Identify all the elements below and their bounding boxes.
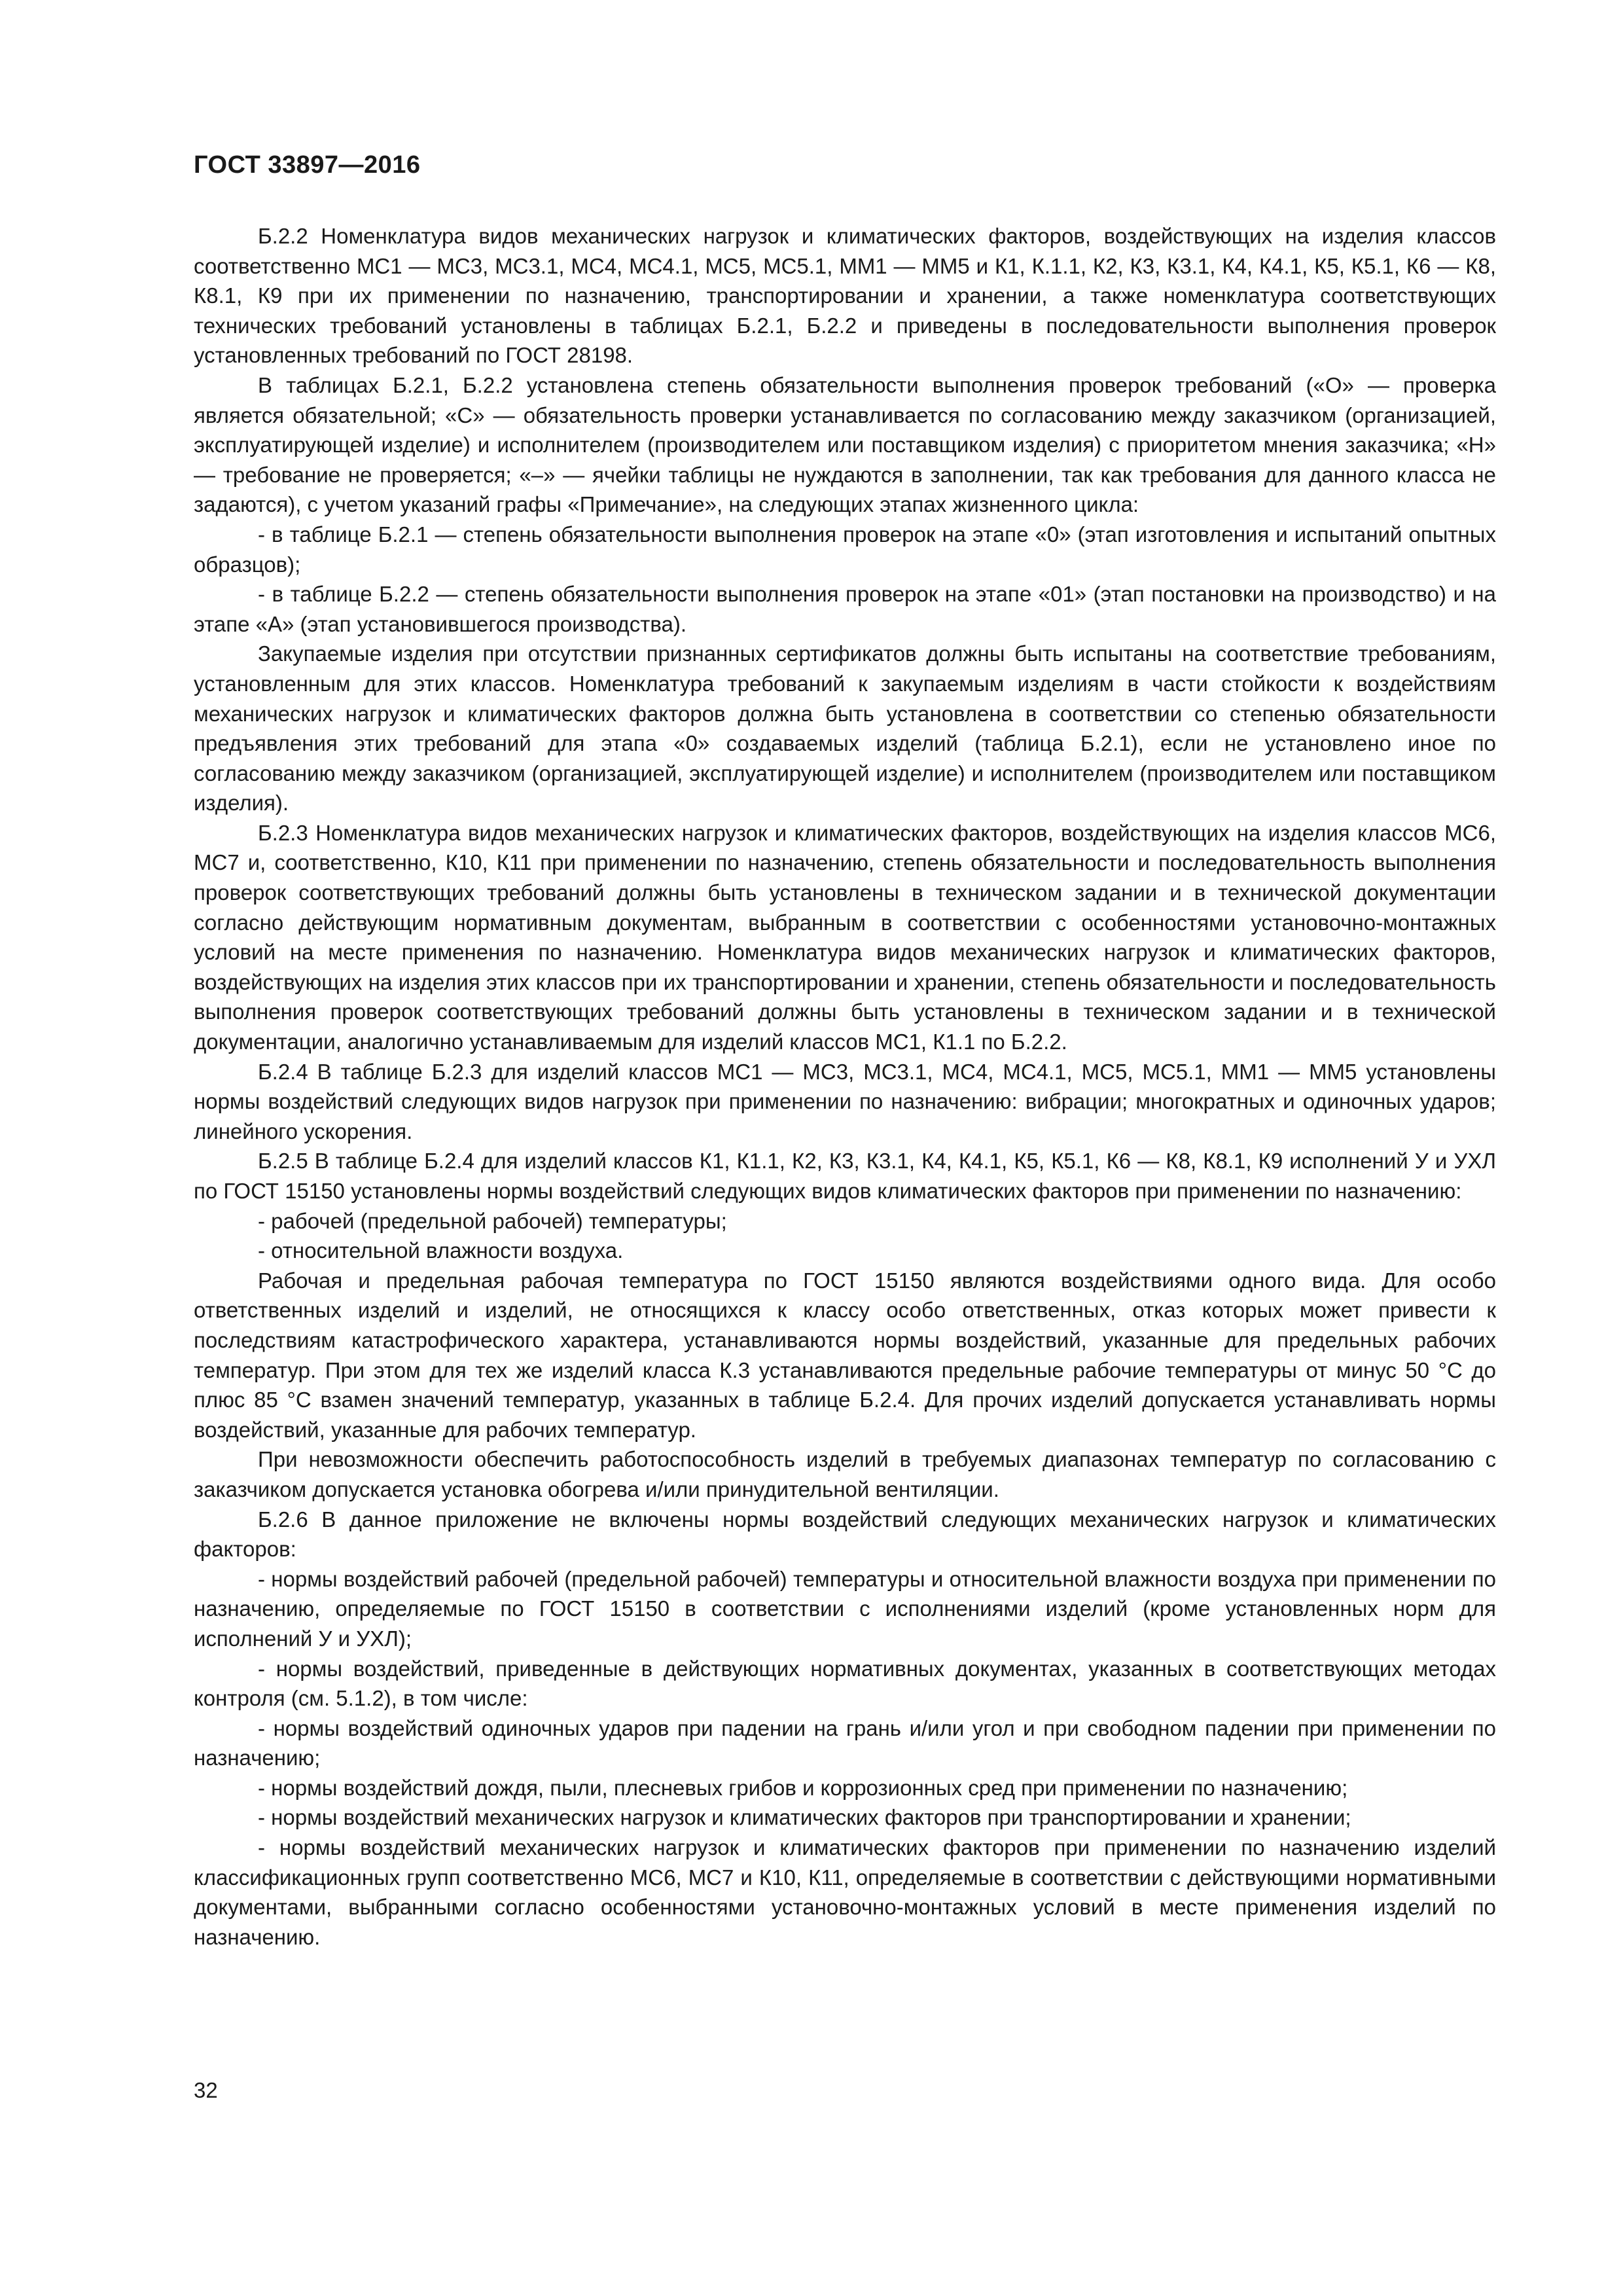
list-item-table-b-2-1: - в таблице Б.2.1 — степень обязательности выполнения проверок на этапе «0» (этап изготовления и испытаний опытных образцов); bbox=[194, 522, 1496, 577]
paragraph-b-2-2: Б.2.2 Номенклатура видов механических нагрузок и климатических факторов, воздействующих на изделия классов соответственно МС1 — МС3, МС3.1, МС4, МС4.1, МС5, МС5.1, ММ1 — ММ5 и К1, К.1.1, К2, К3, К3.1, К4, К4.1, К5, К5.1, К6 — К8, К8.1, К9 при их применении по назначению, транспортировании и хранении, а также номенклатура соответствующих технических требований установлены в таблицах Б.2.1, Б.2.2 и приведены в последовательности выполнения проверок установленных требований по ГОСТ 28198. bbox=[194, 224, 1496, 368]
list-item-single-shocks: - нормы воздействий одиночных ударов при падении на грань и/или угол и при свободном падении при применении по назначению; bbox=[194, 1715, 1496, 1770]
document-body bbox=[194, 221, 1496, 1952]
paragraph-b-2-6: Б.2.6 В данное приложение не включены нормы воздействий следующих механических нагрузок и климатических факторов: bbox=[194, 1507, 1496, 1562]
page-number: 32 bbox=[194, 2078, 218, 2102]
paragraph-purchased-items: Закупаемые изделия при отсутствии признанных сертификатов должны быть испытаны на соответствие требованиям, установленным для этих классов. Номенклатура требований к закупаемым изделиям в части стойкости к воздействиям механических нагрузок и климатических факторов должна быть установлена в соответствии со степенью обязательности предъявления этих требований для этапа «0» создаваемых изделий (таблица Б.2.1), если не установлено иное по согласованию между заказчиком (организацией, эксплуатирующей изделие) и исполнителем (производителем или поставщиком изделия). bbox=[194, 641, 1496, 816]
list-item-table-b-2-2: - в таблице Б.2.2 — степень обязательности выполнения проверок на этапе «01» (этап постановки на производство) и на этапе «А» (этап установившегося производства). bbox=[194, 582, 1496, 636]
paragraph-heating-ventilation: При невозможности обеспечить работоспособность изделий в требуемых диапазонах температур по согласованию с заказчиком допускается установка обогрева и/или принудительной вентиляции. bbox=[194, 1447, 1496, 1501]
paragraph-b-2-5: Б.2.5 В таблице Б.2.4 для изделий классов К1, К1.1, К2, К3, К3.1, К4, К4.1, К5, К5.1, К6 — К8, К8.1, К9 исполнений У и УХЛ по ГОСТ 15150 установлены нормы воздействий следующих видов климатических факторов при применении по назначению: bbox=[194, 1149, 1496, 1203]
list-item-working-temperature: - рабочей (предельной рабочей) температуры; bbox=[258, 1208, 727, 1233]
list-item-ms6-ms7-k10-k11: - нормы воздействий механических нагрузок и климатических факторов при применении по назначению изделий классификационных групп соответственно МС6, МС7 и К10, К11, определяемые в соответствии с действующими нормативными документами, выбранными согласно особенностями установочно-монтажных условий в месте применения изделий по назначению. bbox=[194, 1835, 1496, 1949]
paragraph-b-2-3: Б.2.3 Номенклатура видов механических нагрузок и климатических факторов, воздействующих на изделия классов МС6, МС7 и, соответственно, К10, К11 при применении по назначению, степень обязательности и последовательность выполнения проверок соответствующих требований должны быть установлены в техническом задании и в технической документации согласно действующим нормативным документам, выбранным в соответствии с особенностями установочно-монтажных условий на месте применения по назначению. Номенклатура видов механических нагрузок и климатических факторов, воздействующих на изделия этих классов при их транспортировании и хранении, степень обязательности и последовательность выполнения проверок соответствующих требований должны быть установлены в техническом задании и в технической документации, аналогично устанавливаемым для изделий классов МС1, К1.1 по Б.2.2. bbox=[194, 820, 1496, 1054]
list-item-relative-humidity: - относительной влажности воздуха. bbox=[258, 1238, 624, 1263]
document-header-title: ГОСТ 33897—2016 bbox=[194, 151, 421, 179]
list-item-rain-dust: - нормы воздействий дождя, пыли, плесневых грибов и коррозионных сред при применении по назначению; bbox=[258, 1775, 1348, 1800]
list-item-gost-15150-norms: - нормы воздействий рабочей (предельной рабочей) температуры и относительной влажности воздуха при применении по назначению, определяемые по ГОСТ 15150 в соответствии с исполнениями изделий (кроме установленных норм для исполнений У и УХЛ); bbox=[194, 1566, 1496, 1651]
paragraph-tables-obligation: В таблицах Б.2.1, Б.2.2 установлена степень обязательности выполнения проверок требований («О» — проверка является обязательной; «С» — обязательность проверки устанавливается по согласованию между заказчиком (организацией, эксплуатирующей изделие) и исполнителем (производителем или поставщиком изделия) с приоритетом мнения заказчика; «Н» — требование не проверяется; «–» — ячейки таблицы не нуждаются в заполнении, так как требования для данного класса не задаются), с учетом указаний графы «Примечание», на следующих этапах жизненного цикла: bbox=[194, 372, 1496, 517]
paragraph-working-temperature: Рабочая и предельная рабочая температура по ГОСТ 15150 являются воздействиями одного вида. Для особо ответственных изделий и изделий, не относящихся к классу особо ответственных, отказ которых может привести к последствиям катастрофического характера, устанавливаются нормы воздействий, указанные для предельных рабочих температур. При этом для тех же изделий класса К.3 устанавливаются предельные рабочие температуры от минус 50 °С до плюс 85 °С взамен значений температур, указанных в таблице Б.2.4. Для прочих изделий допускается устанавливать нормы воздействий, указанные для рабочих температур. bbox=[194, 1268, 1496, 1442]
paragraph-b-2-4: Б.2.4 В таблице Б.2.3 для изделий классов МС1 — МС3, МС3.1, МС4, МС4.1, МС5, МС5.1, ММ1 — ММ5 установлены нормы воздействий следующих видов нагрузок при применении по назначению: вибрации; многократных и одиночных ударов; линейного ускорения. bbox=[194, 1059, 1496, 1143]
list-item-transport-storage: - нормы воздействий механических нагрузок и климатических факторов при транспортировании и хранении; bbox=[258, 1805, 1351, 1830]
list-item-normative-documents: - нормы воздействий, приведенные в действующих нормативных документах, указанных в соответствующих методах контроля (см. 5.1.2), в том числе: bbox=[194, 1656, 1496, 1711]
